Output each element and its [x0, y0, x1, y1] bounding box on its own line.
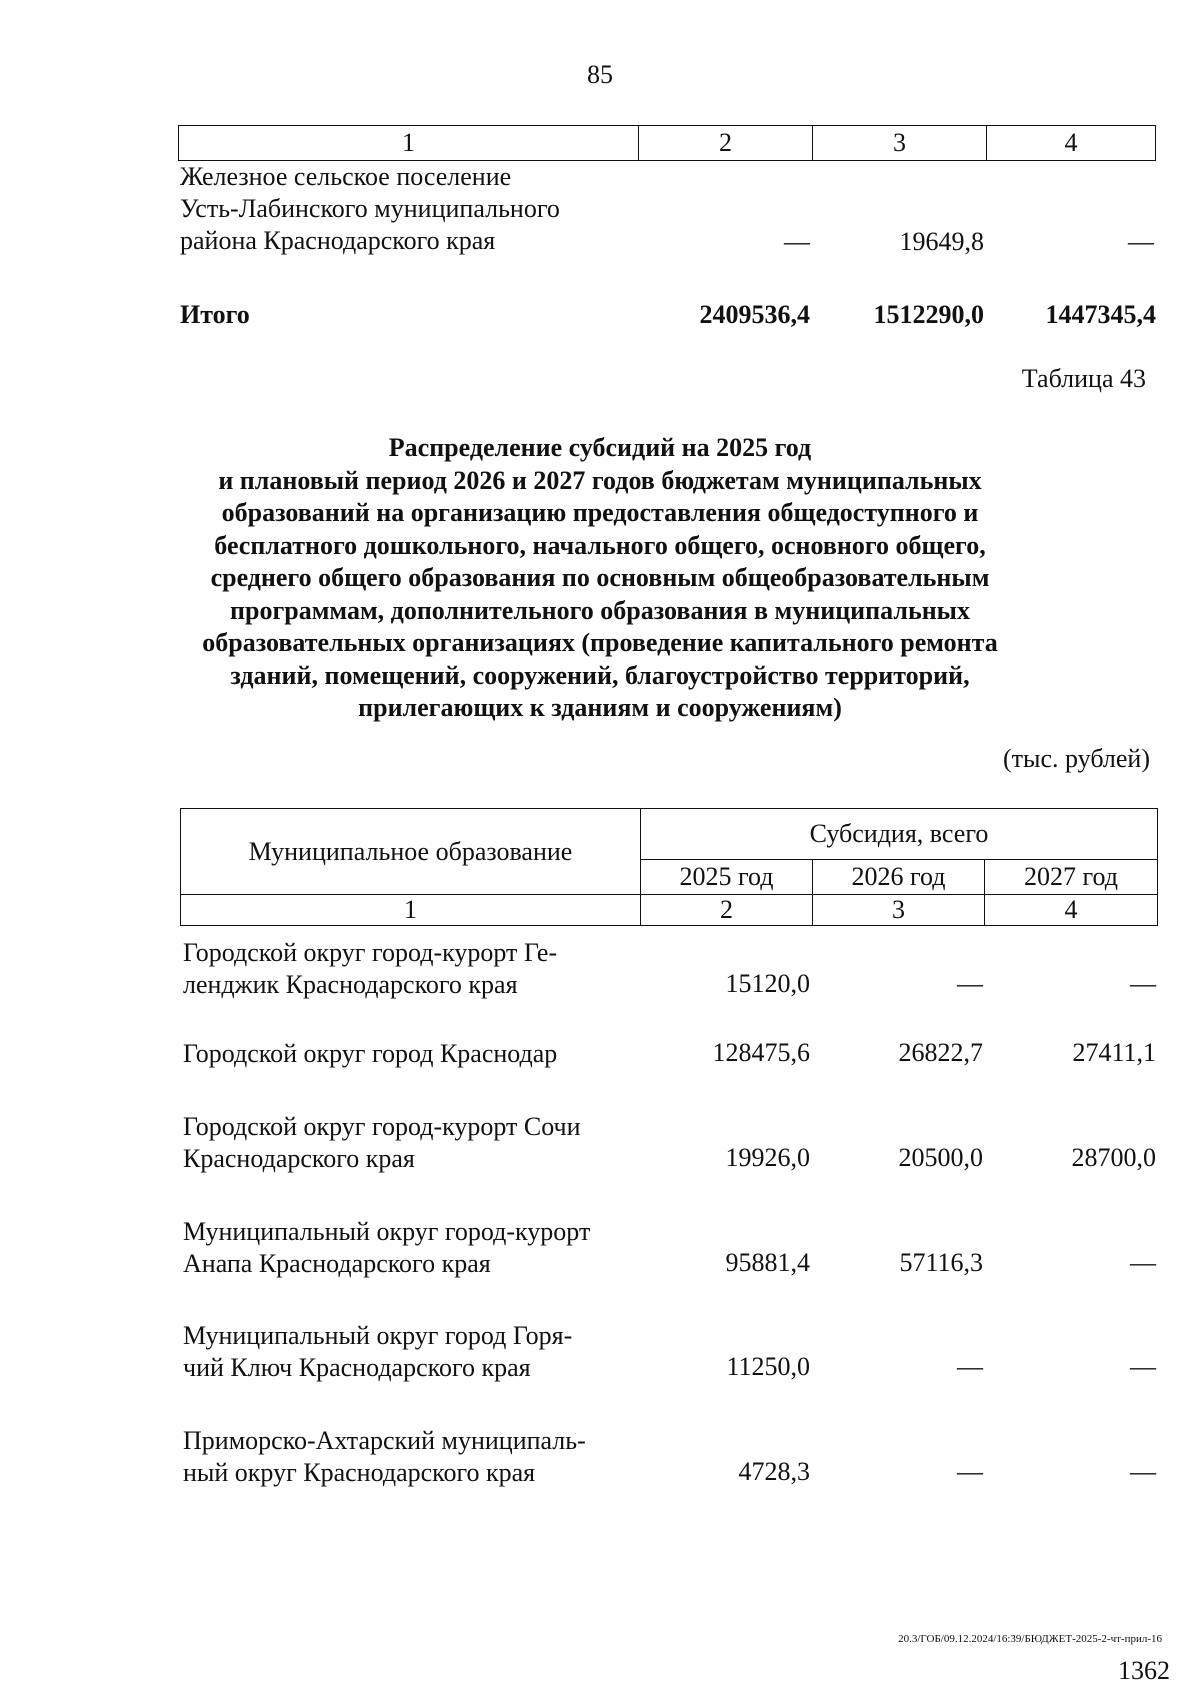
- col-number-3: 3: [813, 895, 985, 926]
- name-line: ленджик Краснодарского края: [183, 970, 518, 999]
- total-v2027: 1447345,4: [1045, 300, 1156, 329]
- name-line: Городской округ город Краснодар: [183, 1039, 558, 1068]
- col-number-2: 2: [639, 126, 813, 161]
- col-number-3: 3: [813, 126, 987, 161]
- col-number-4: 4: [985, 895, 1158, 926]
- units-label: (тыс. рублей): [1002, 744, 1150, 773]
- page-number: 85: [587, 60, 613, 89]
- year-2025-header: 2025 год: [641, 860, 813, 895]
- row-v2025: 11250,0: [726, 1352, 810, 1381]
- title-line: и плановый период 2026 и 2027 годов бюджетам муниципальных: [218, 465, 982, 495]
- row-v2027: 27411,1: [1072, 1038, 1156, 1067]
- name-line: чий Ключ Краснодарского края: [183, 1353, 531, 1382]
- document-code: 20.3/ГОБ/09.12.2024/16:39/БЮДЖЕТ-2025-2-чт-прил-16: [898, 1633, 1162, 1645]
- row-v2027: 28700,0: [1071, 1143, 1156, 1172]
- top-row-name: [180, 161, 560, 257]
- title-line: прилегающих к зданиям и сооружениям): [358, 693, 842, 722]
- total-label: Итого: [180, 300, 250, 329]
- table-label: Таблица 43: [1021, 364, 1146, 393]
- col-municipality-header: Муниципальное образование: [181, 809, 641, 895]
- row-v2025: 128475,6: [712, 1038, 810, 1067]
- col-number-4: 4: [987, 126, 1156, 161]
- top-table-header: [178, 125, 1156, 161]
- col-number-1: 1: [179, 126, 639, 161]
- name-line: ный округ Краснодарского края: [183, 1458, 536, 1487]
- row-v2025: 4728,3: [738, 1457, 810, 1486]
- row-v2027: —: [1130, 1352, 1156, 1381]
- table-row: [183, 1111, 581, 1175]
- row-v2025: 15120,0: [725, 969, 810, 998]
- col-number-2: 2: [641, 895, 813, 926]
- table-row: [183, 1038, 557, 1070]
- main-table-header: [180, 808, 1158, 926]
- title-line: среднего общего образования по основным общеобразовательным: [210, 563, 990, 592]
- name-line: Железное сельское поселение: [180, 162, 512, 191]
- name-line: Муниципальный округ город Горя-: [183, 1321, 573, 1350]
- row-v2027: —: [1130, 1457, 1156, 1486]
- name-line: Усть-Лабинского муниципального: [180, 194, 560, 223]
- year-2026-header: 2026 год: [813, 860, 985, 895]
- row-v2026: —: [957, 969, 983, 998]
- name-line: района Краснодарского края: [180, 226, 496, 255]
- row-v2025: 95881,4: [725, 1248, 810, 1277]
- total-v2025: 2409536,4: [699, 300, 810, 329]
- table-row: [183, 1320, 572, 1384]
- row-v2026: —: [957, 1457, 983, 1486]
- col-number-1: 1: [181, 895, 641, 926]
- name-line: Приморско-Ахтарский муниципаль-: [183, 1426, 586, 1455]
- top-row-v2026: 19649,8: [899, 227, 984, 256]
- col-subsidy-header: Субсидия, всего: [641, 809, 1158, 860]
- title-line: бесплатного дошкольного, начального общего, основного общего,: [214, 530, 986, 560]
- document-title: [180, 432, 1020, 725]
- row-v2027: —: [1130, 969, 1156, 998]
- sheet-number: 1362: [1118, 1656, 1170, 1685]
- top-row-v2027: —: [1128, 227, 1154, 256]
- title-line: образовательных организациях (проведение капитального ремонта: [202, 628, 998, 657]
- title-line: Распределение субсидий на 2025 год: [388, 433, 812, 462]
- top-row-v2025: —: [784, 227, 810, 256]
- name-line: Анапа Краснодарского края: [183, 1249, 491, 1278]
- total-v2026: 1512290,0: [873, 300, 984, 329]
- year-2027-header: 2027 год: [985, 860, 1158, 895]
- table-row: [183, 937, 557, 1001]
- row-v2027: —: [1130, 1248, 1156, 1277]
- row-v2026: 57116,3: [899, 1248, 983, 1277]
- name-line: Городской округ город-курорт Сочи: [183, 1112, 581, 1141]
- row-v2026: 26822,7: [898, 1038, 983, 1067]
- name-line: Городской округ город-курорт Ге-: [183, 938, 558, 967]
- title-line: программам, дополнительного образования в муниципальных: [230, 595, 970, 625]
- row-v2026: 20500,0: [898, 1143, 983, 1172]
- title-line: образований на организацию предоставления общедоступного и: [221, 498, 979, 527]
- table-row: [183, 1216, 590, 1280]
- row-v2025: 19926,0: [725, 1143, 810, 1172]
- row-v2026: —: [957, 1352, 983, 1381]
- name-line: Краснодарского края: [183, 1144, 415, 1173]
- name-line: Муниципальный округ город-курорт: [183, 1217, 591, 1246]
- table-row: [183, 1425, 586, 1489]
- title-line: зданий, помещений, сооружений, благоустройство территорий,: [230, 660, 970, 690]
